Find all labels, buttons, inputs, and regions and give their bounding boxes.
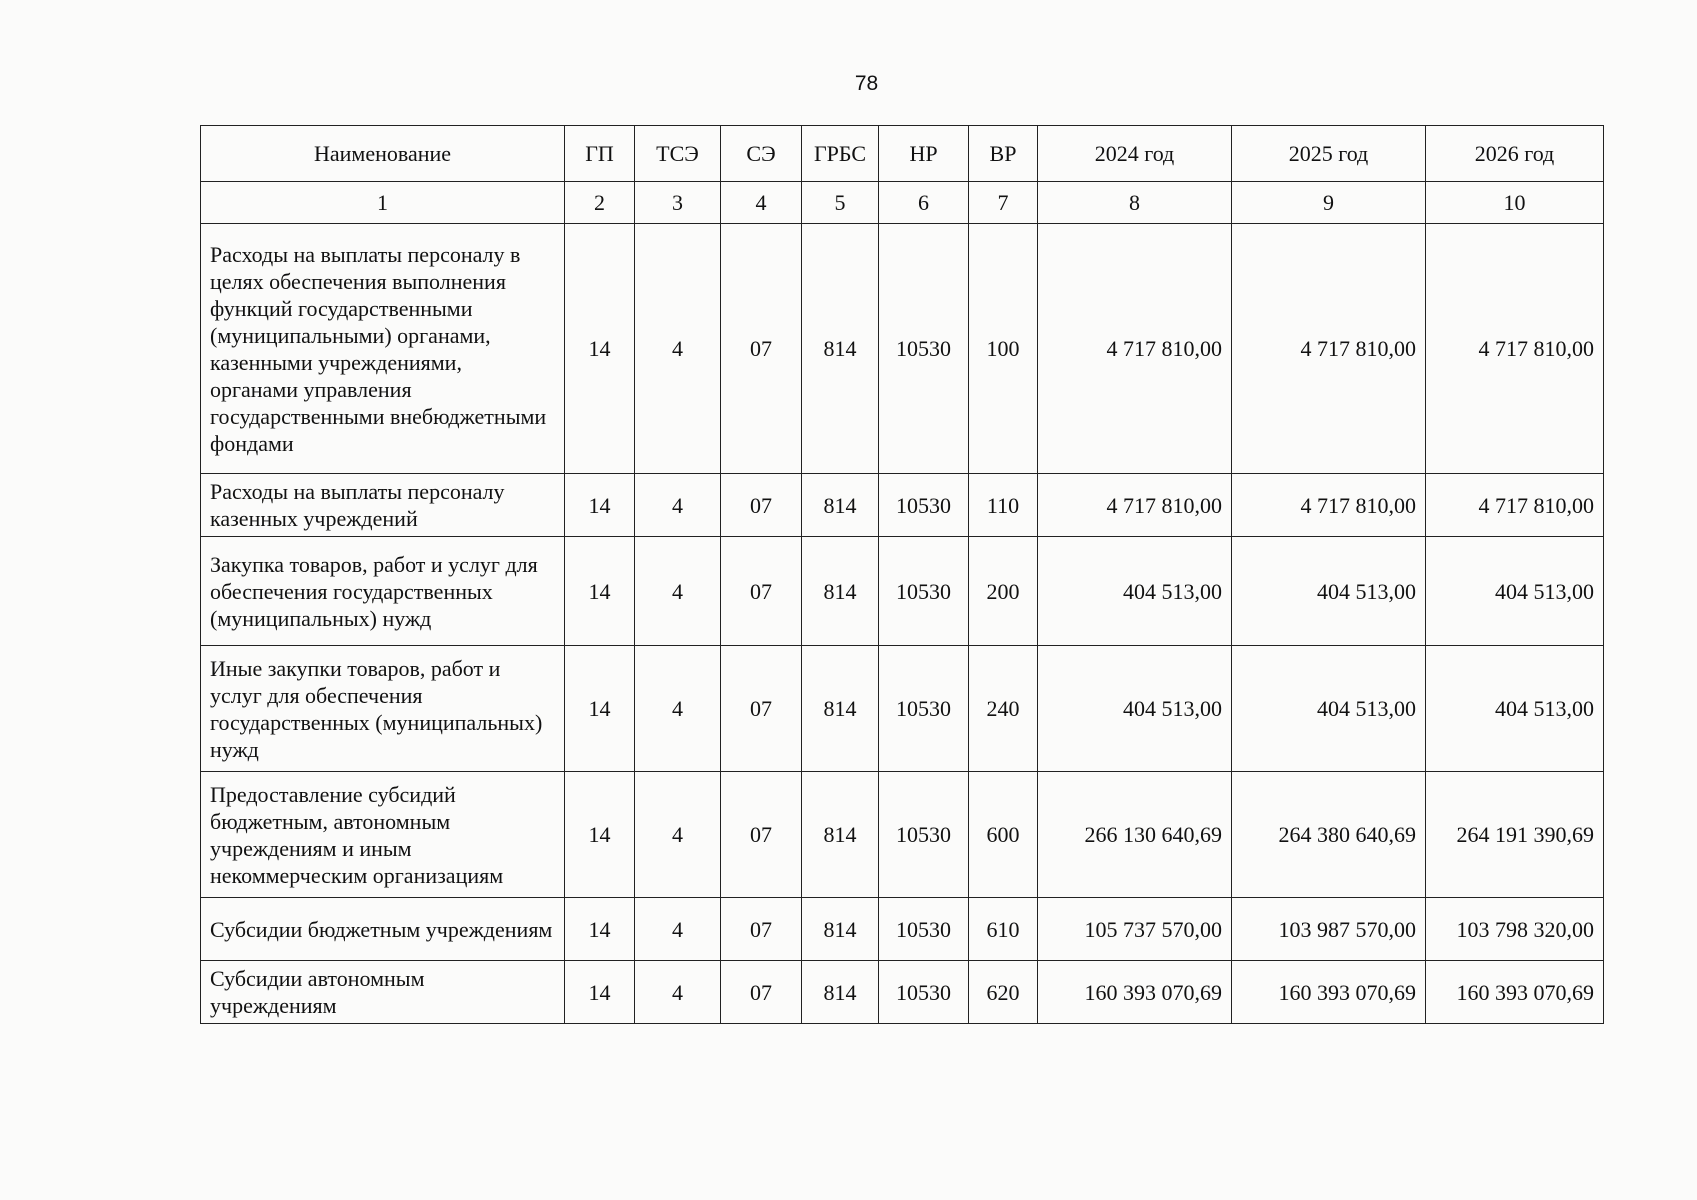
column-number: 8 — [1038, 182, 1232, 224]
header-vr: ВР — [969, 126, 1038, 182]
row-2024: 160 393 070,69 — [1038, 961, 1232, 1024]
row-tse: 4 — [635, 474, 721, 537]
header-tse: ТСЭ — [635, 126, 721, 182]
row-2024: 4 717 810,00 — [1038, 474, 1232, 537]
header-nr: НР — [879, 126, 969, 182]
row-vr: 620 — [969, 961, 1038, 1024]
row-gp: 14 — [565, 537, 635, 646]
row-gp: 14 — [565, 224, 635, 474]
row-se: 07 — [721, 474, 802, 537]
row-name: Предоставление субсидий бюджетным, автономным учреждениям и иным некоммерческим организациям — [201, 772, 565, 898]
header-name: Наименование — [201, 126, 565, 182]
row-se: 07 — [721, 646, 802, 772]
row-nr: 10530 — [879, 224, 969, 474]
row-se: 07 — [721, 224, 802, 474]
row-vr: 200 — [969, 537, 1038, 646]
row-gp: 14 — [565, 898, 635, 961]
row-se: 07 — [721, 772, 802, 898]
table-row — [201, 474, 1604, 537]
column-number: 7 — [969, 182, 1038, 224]
row-name: Закупка товаров, работ и услуг для обеспечения государственных (муниципальных) нужд — [201, 537, 565, 646]
row-se: 07 — [721, 961, 802, 1024]
row-gp: 14 — [565, 961, 635, 1024]
page-number: 78 — [854, 72, 879, 95]
row-nr: 10530 — [879, 898, 969, 961]
header-grbs: ГРБС — [802, 126, 879, 182]
row-vr: 110 — [969, 474, 1038, 537]
row-grbs: 814 — [802, 961, 879, 1024]
row-tse: 4 — [635, 898, 721, 961]
row-2024: 404 513,00 — [1038, 646, 1232, 772]
row-2024: 4 717 810,00 — [1038, 224, 1232, 474]
row-2025: 4 717 810,00 — [1232, 224, 1426, 474]
header-2025: 2025 год — [1232, 126, 1426, 182]
row-2026: 160 393 070,69 — [1426, 961, 1604, 1024]
column-number: 3 — [635, 182, 721, 224]
row-gp: 14 — [565, 474, 635, 537]
row-2024: 266 130 640,69 — [1038, 772, 1232, 898]
row-nr: 10530 — [879, 646, 969, 772]
row-name: Иные закупки товаров, работ и услуг для обеспечения государственных (муниципальных) нужд — [201, 646, 565, 772]
row-2026: 404 513,00 — [1426, 646, 1604, 772]
column-number: 9 — [1232, 182, 1426, 224]
row-tse: 4 — [635, 961, 721, 1024]
column-number: 6 — [879, 182, 969, 224]
header-gp: ГП — [565, 126, 635, 182]
column-number: 2 — [565, 182, 635, 224]
row-nr: 10530 — [879, 537, 969, 646]
row-nr: 10530 — [879, 961, 969, 1024]
row-vr: 600 — [969, 772, 1038, 898]
row-tse: 4 — [635, 772, 721, 898]
row-gp: 14 — [565, 772, 635, 898]
row-2025: 103 987 570,00 — [1232, 898, 1426, 961]
row-se: 07 — [721, 898, 802, 961]
column-number: 10 — [1426, 182, 1604, 224]
header-row — [201, 126, 1604, 182]
row-grbs: 814 — [802, 474, 879, 537]
row-se: 07 — [721, 537, 802, 646]
row-grbs: 814 — [802, 898, 879, 961]
header-se: СЭ — [721, 126, 802, 182]
row-name: Расходы на выплаты персоналу в целях обеспечения выполнения функций государственными (муниципальными) органами, казенными учреждениями, органами управления государственными внебюджетными фондами — [201, 224, 565, 474]
row-grbs: 814 — [802, 224, 879, 474]
row-tse: 4 — [635, 537, 721, 646]
column-number-row — [201, 182, 1604, 224]
column-number: 5 — [802, 182, 879, 224]
row-2024: 105 737 570,00 — [1038, 898, 1232, 961]
table-row — [201, 537, 1604, 646]
row-2026: 4 717 810,00 — [1426, 474, 1604, 537]
row-name: Расходы на выплаты персоналу казенных учреждений — [201, 474, 565, 537]
row-vr: 610 — [969, 898, 1038, 961]
row-tse: 4 — [635, 646, 721, 772]
row-grbs: 814 — [802, 537, 879, 646]
row-vr: 240 — [969, 646, 1038, 772]
row-name: Субсидии бюджетным учреждениям — [201, 898, 565, 961]
row-2025: 4 717 810,00 — [1232, 474, 1426, 537]
row-2026: 264 191 390,69 — [1426, 772, 1604, 898]
header-2024: 2024 год — [1038, 126, 1232, 182]
row-grbs: 814 — [802, 646, 879, 772]
row-2025: 404 513,00 — [1232, 537, 1426, 646]
column-number: 1 — [201, 182, 565, 224]
row-gp: 14 — [565, 646, 635, 772]
table-row — [201, 772, 1604, 898]
table-row — [201, 224, 1604, 474]
row-nr: 10530 — [879, 474, 969, 537]
row-nr: 10530 — [879, 772, 969, 898]
row-2025: 404 513,00 — [1232, 646, 1426, 772]
row-tse: 4 — [635, 224, 721, 474]
row-2024: 404 513,00 — [1038, 537, 1232, 646]
table-row — [201, 898, 1604, 961]
table-row — [201, 646, 1604, 772]
row-grbs: 814 — [802, 772, 879, 898]
row-2026: 4 717 810,00 — [1426, 224, 1604, 474]
row-2025: 160 393 070,69 — [1232, 961, 1426, 1024]
table-row — [201, 961, 1604, 1024]
row-2026: 404 513,00 — [1426, 537, 1604, 646]
header-2026: 2026 год — [1426, 126, 1604, 182]
row-vr: 100 — [969, 224, 1038, 474]
row-2026: 103 798 320,00 — [1426, 898, 1604, 961]
column-number: 4 — [721, 182, 802, 224]
budget-table — [200, 125, 1604, 1024]
row-name: Субсидии автономным учреждениям — [201, 961, 565, 1024]
row-2025: 264 380 640,69 — [1232, 772, 1426, 898]
